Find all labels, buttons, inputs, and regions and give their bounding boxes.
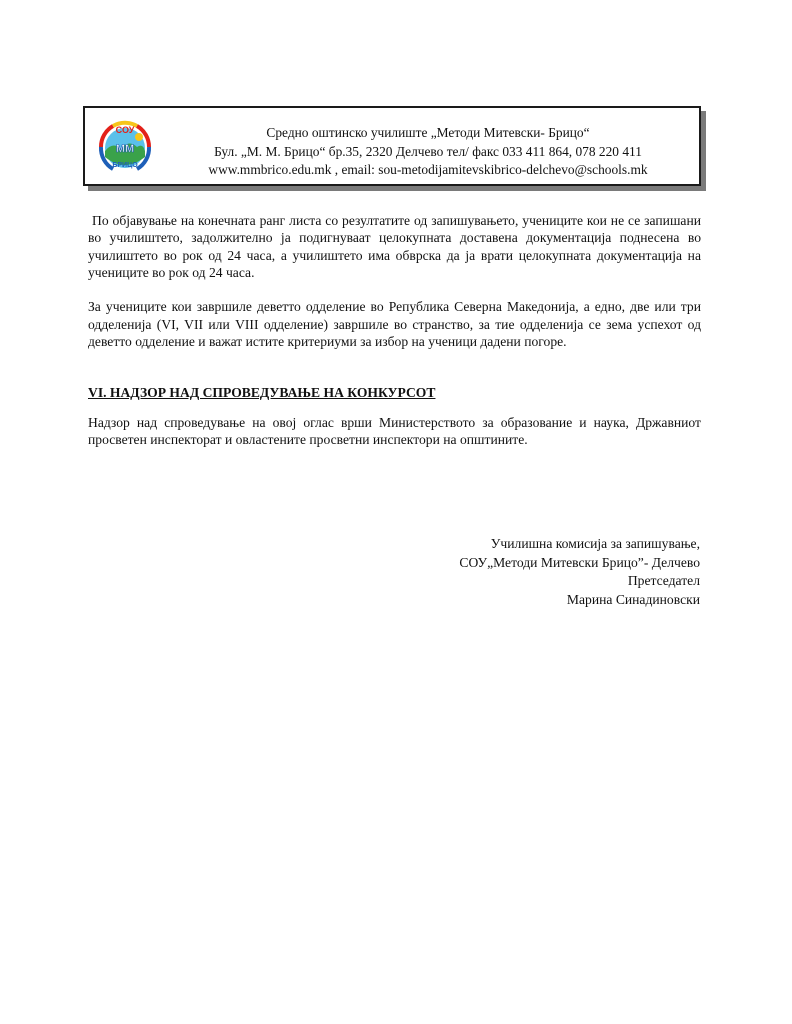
signature-school: СОУ„Методи Митевски Брицо”- Делчево	[459, 554, 700, 570]
signature-role: Претседател	[627, 573, 700, 588]
school-contact: www.mmbrico.edu.mk , email: sou-metodijamitevskibrico-delchevo@schools.mk	[208, 162, 648, 177]
logo-text-top: СОУ	[115, 125, 135, 135]
letterhead-text	[165, 124, 691, 180]
paragraph-supervision: Надзор над спроведување на овој оглас врши Министерството за образование и наука, Државниот просветен инспекторат и овластените просветни инспектори на општините.	[88, 414, 701, 447]
school-name: Средно оштинско училиште „Методи Митевски- Брицо“	[266, 125, 590, 140]
paragraph-ranking-documents: По објавување на конечната ранг листа со резултатите од запишувањето, учениците кои не се запишани во училиштето, задолжително ја подигнуваат целокупната доставена документација поднесена во училиштето во рок од 24 часа, а училиштето има обврска да ја врати целокупната документација на учениците во рок од 24 часа.	[88, 213, 701, 280]
logo-text-mid: ММ	[115, 143, 135, 155]
paragraph-abroad-students: За учениците кои завршиле деветто одделение во Република Северна Македонија, а едно, две или три одделенија (VI, VII или VIII одделение) завршиле во странство, за тие одделенија се зема успехот од деветто одделение и важат истите критериуми за избор на ученици дадени погоре.	[88, 299, 701, 350]
logo-text-bottom: БРИЦО	[112, 162, 138, 169]
school-address: Бул. „М. М. Брицо“ бр.35, 2320 Делчево тел/ факс 033 411 864, 078 220 411	[214, 143, 642, 159]
section-heading-supervision: VI. НАДЗОР НАД СПРОВЕДУВАЊЕ НА КОНКУРСОТ	[88, 385, 436, 401]
school-logo-icon	[93, 117, 157, 179]
signature-committee: Училишна комисија за запишување,	[490, 536, 700, 551]
document-body	[88, 212, 701, 466]
signature-name: Марина Синадиновски	[566, 591, 700, 607]
signature-block	[459, 535, 700, 609]
